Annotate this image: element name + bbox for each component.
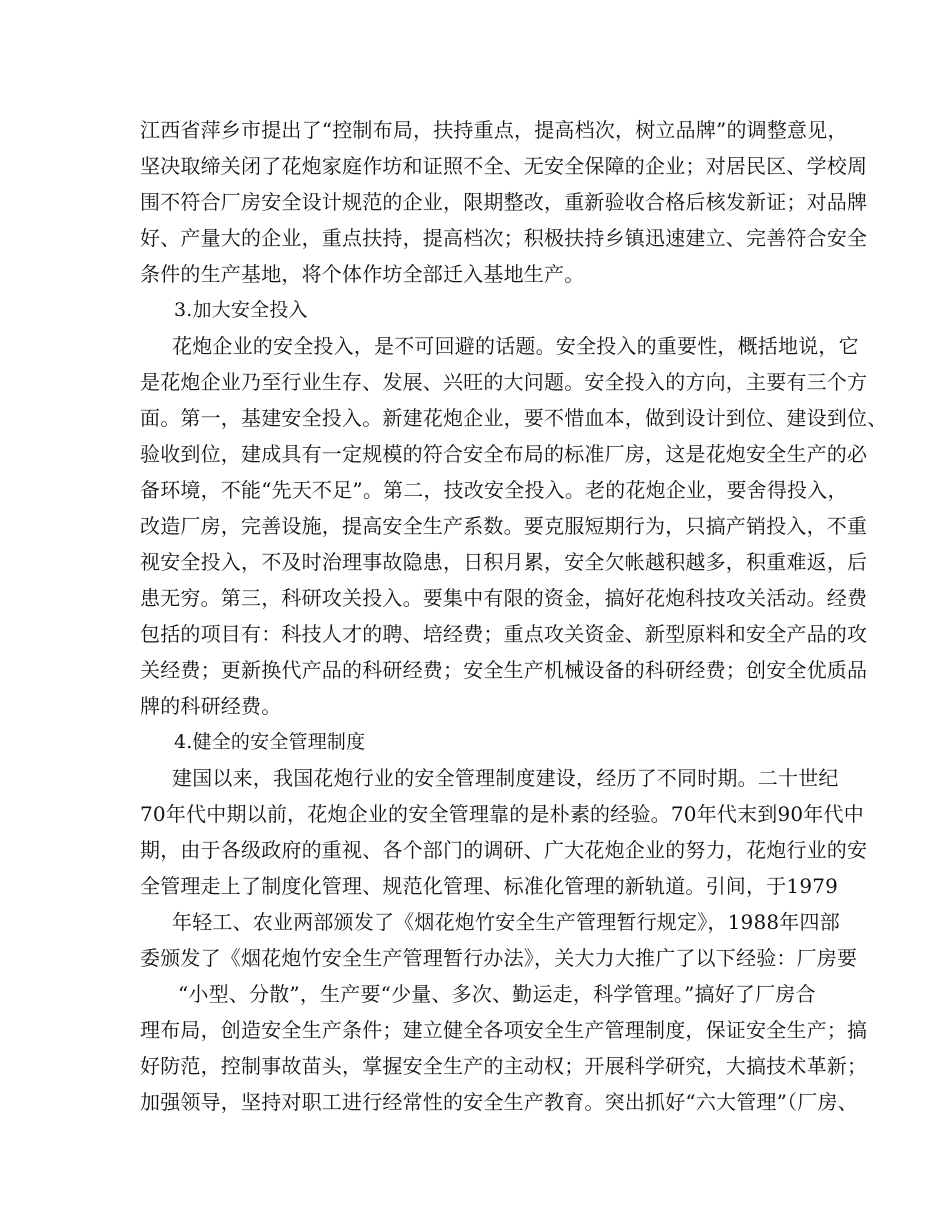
text-line: 是花炮企业乃至行业生存、发展、兴旺的大问题。安全投入的方向，主要有三个方 [140,370,868,394]
text-line: 关经费；更新换代产品的科研经费；安全生产机械设备的科研经费；创安全优质品 [140,658,868,682]
text-line: 好防范，控制事故苗头，掌握安全生产的主动权；开展科学研究，大搞技术革新； [140,1054,868,1078]
section-heading: 4.健全的安全管理制度 [174,731,366,753]
text-line: “小型、分散”，生产要“少量、多次、勤运走，科学管理。”搞好了厂房合 [178,982,816,1006]
text-line: 牌的科研经费。 [140,694,282,718]
text-line: 视安全投入，不及时治理事故隐患，日积月累，安全欠帐越积越多，积重难返，后 [140,550,868,574]
text-line: 围不符合厂房安全设计规范的企业，限期整改，重新验收合格后核发新证；对品牌 [140,190,868,214]
text-line: 年轻工、农业两部颁发了《烟花炮竹安全生产管理暂行规定》，1988年四部 [172,910,840,934]
text-line: 好、产量大的企业，重点扶持，提高档次；积极扶持乡镇迅速建立、完善符合安全 [140,226,868,250]
text-line: 验收到位，建成具有一定规模的符合安全布局的标准厂房，这是花炮安全生产的必 [140,442,868,466]
text-line: 期，由于各级政府的重视、各个部门的调研、广大花炮企业的努力，花炮行业的安 [140,838,868,862]
text-line: 建国以来，我国花炮行业的安全管理制度建设，经历了不同时期。二十世纪 [172,766,839,790]
text-line: 全管理走上了制度化管理、规范化管理、标准化管理的新轨道。引间，于1979 [140,874,839,898]
text-line: 改造厂房，完善设施，提高安全生产系数。要克服短期行为，只搞产销投入，不重 [140,514,868,538]
text-line: 条件的生产基地，将个体作坊全部迁入基地生产。 [140,262,585,286]
text-line: 患无穷。第三，科研攻关投入。要集中有限的资金，搞好花炮科技攻关活动。经费 [140,586,868,610]
text-line: 加强领导，坚持对职工进行经常性的安全生产教育。突出抓好“六大管理”（厂房、 [140,1090,858,1114]
text-line: 包括的项目有：科技人才的聘、培经费；重点攻关资金、新型原料和安全产品的攻 [140,622,868,646]
text-line: 70年代中期以前，花炮企业的安全管理靠的是朴素的经验。70年代末到90年代中 [140,802,864,826]
text-line: 江西省萍乡市提出了“控制布局，扶持重点，提高档次，树立品牌”的调整意见， [140,118,848,142]
text-line: 备环境，不能“先天不足”。第二，技改安全投入。老的花炮企业，要舍得投入， [140,478,848,502]
text-line: 理布局，创造安全生产条件；建立健全各项安全生产管理制度，保证安全生产；搞 [140,1018,868,1042]
text-line: 坚决取缔关闭了花炮家庭作坊和证照不全、无安全保障的企业；对居民区、学校周 [140,154,868,178]
text-line: 面。第一，基建安全投入。新建花炮企业，要不惜血本，做到设计到位、建设到位、 [140,406,888,430]
text-line: 委颁发了《烟花炮竹安全生产管理暂行办法》，关大力大推广了以下经验：厂房要 [140,946,858,970]
text-line: 花炮企业的安全投入，是不可回避的话题。安全投入的重要性，概括地说，它 [172,334,859,358]
section-heading: 3.加大安全投入 [174,299,308,321]
